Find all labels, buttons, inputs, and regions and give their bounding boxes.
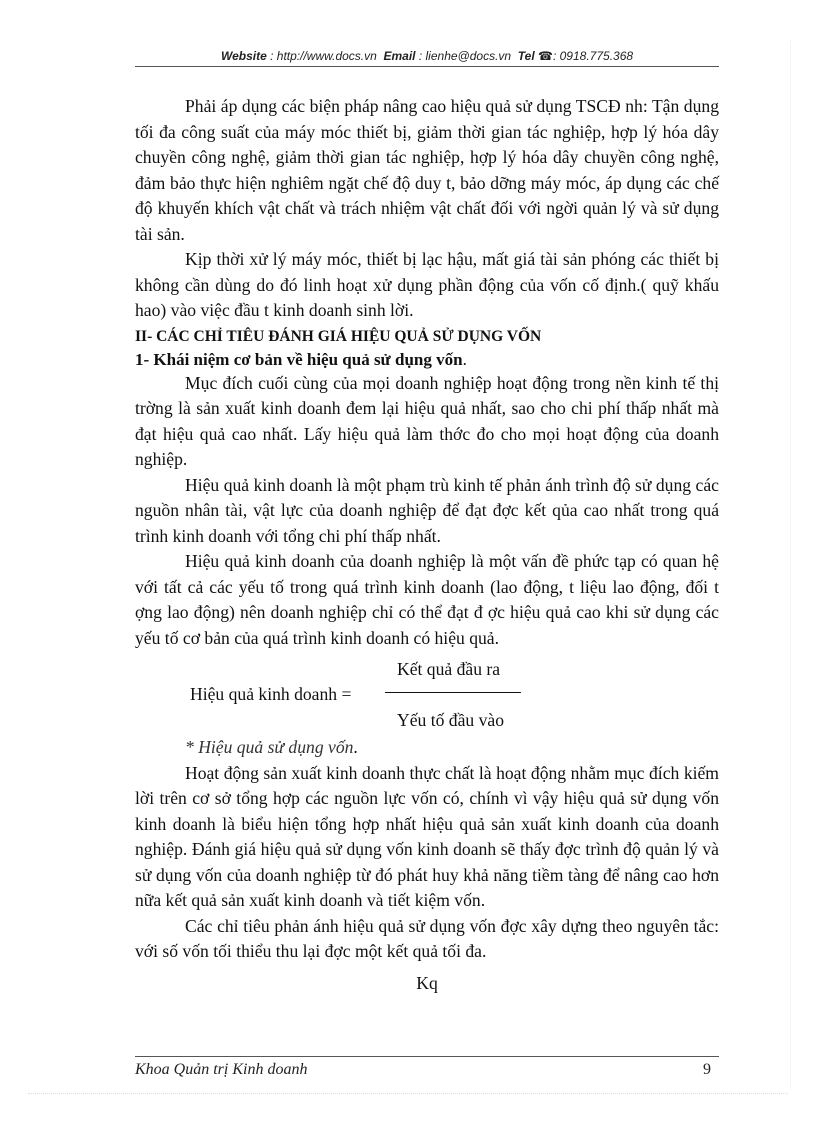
italic-heading-dot: . [353,737,358,757]
paragraph-2: Kịp thời xử lý máy móc, thiết bị lạc hậu, mất giá tài sản phóng các thiết bị không cần dùng do đó linh hoạt xử dụng phần động của vốn cố định.( quỹ khấu hao) vào việc đầu t kinh doanh sinh lời. [135,249,719,320]
formula-lhs: Hiệu quả kinh doanh = [190,684,352,704]
tel-label: Tel [517,49,535,63]
section-heading: II- CÁC CHỈ TIÊU ĐÁNH GIÁ HIỆU QUẢ SỬ DỤNG VỐN [135,327,542,345]
document-body [135,94,719,996]
page-number: 9 [703,1061,711,1078]
formula-kq: Kq [416,972,438,993]
page-edge-bottom [28,1093,788,1094]
italic-heading [135,735,719,761]
paragraph-6: Hoạt động sản xuất kinh doanh thực chất là hoạt động nhằm mục đích kiếm lời trên cơ sở tổng hợp các nguồn lực vốn có, chính vì vậy hiệu quả sử dụng vốn kinh doanh là biểu hiện tổng hợp nhất hiệu quả sản xuất kinh doanh của doanh nghiệp. Đánh giá hiệu quả sử dụng vốn kinh doanh sẽ thấy đợc trình độ quản lý và sử dụng vốn của doanh nghiệp từ đó phát huy khả năng tiềm tàng để nâng cao hơn nữa kết quả sản xuất kinh doanh và tiết kiệm vốn. [135,762,719,910]
phone-icon: ☎ [538,49,553,63]
paragraph-1: Phải áp dụng các biện pháp nâng cao hiệu quả sử dụng TSCĐ nh: Tận dụng tối đa công suất của máy móc thiết bị, giảm thời gian tác nghiệp, hợp lý hóa dây chuyền công nghệ, giảm thời gian tác nghiệp, hợp lý hóa dây chuyền công nghệ, đảm bảo thực hiện nghiêm ngặt chế độ duy t, bảo dỡng máy móc, áp dụng các chế độ khuyến khích vật chất và trách nhiệm vật chất đối với ngời quản lý và sử dụng tài sản. [135,96,719,244]
paragraph-7: Các chỉ tiêu phản ánh hiệu quả sử dụng vốn đợc xây dựng theo nguyên tắc: với số vốn tối thiểu thu lại đợc một kết quả tối đa. [135,915,719,961]
paragraph-5: Hiệu quả kinh doanh của doanh nghiệp là một vấn đề phức tạp có quan hệ với tất cả các yếu tố trong quá trình kinh doanh (lao động, t liệu lao động, đối t ợng lao động) nên doanh nghiệp chỉ có thể đạt đ ợc hiệu quả cao khi sử dụng các yếu tố cơ bản của quá trình kinh doanh có hiệu quả. [135,551,719,648]
formula-numerator: Kết quả đầu ra [397,659,501,679]
italic-heading-text: * Hiệu quả sử dụng vốn [185,737,354,757]
tel-value: : 0918.775.368 [552,49,634,63]
page-edge-right [790,40,791,1090]
email-separator: : [415,49,426,63]
paragraph-4: Hiệu quả kinh doanh là một phạm trù kinh tế phản ánh trình độ sử dụng các nguồn nhân tài, vật lực của doanh nghiệp để đạt đợc kết qủa cao nhất trong quá trình kinh doanh với tổng chi phí thấp nhất. [135,474,719,546]
subsection-heading-dot: . [462,349,467,369]
page-header [135,49,719,63]
website-link[interactable]: http://www.docs.vn [276,49,377,63]
footer-department: Khoa Quản trị Kinh doanh [135,1061,308,1078]
formula-fraction-bar [385,692,521,693]
footer-divider [135,1056,719,1057]
email-link[interactable]: lienhe@docs.vn [425,49,512,63]
website-label: Website [220,49,267,63]
header-divider [135,66,719,67]
subsection-heading [135,348,719,371]
paragraph-3: Mục đích cuối cùng của mọi doanh nghiệp hoạt động trong nền kinh tế thị trờng là sản xuất kinh doanh đem lại hiệu quả nhất, sao cho chi phí thấp nhất mà đạt hiệu quả cao nhất. Lấy hiệu quả làm thớc đo cho mọi hoạt động của doanh nghiệp. [135,372,719,469]
subsection-heading-text: 1- Khái niệm cơ bản về hiệu quả sử dụng vốn [135,349,463,369]
efficiency-formula [135,657,719,735]
website-separator: : [266,49,277,63]
formula-denominator: Yếu tố đầu vào [397,710,504,730]
email-label: Email [383,49,416,63]
